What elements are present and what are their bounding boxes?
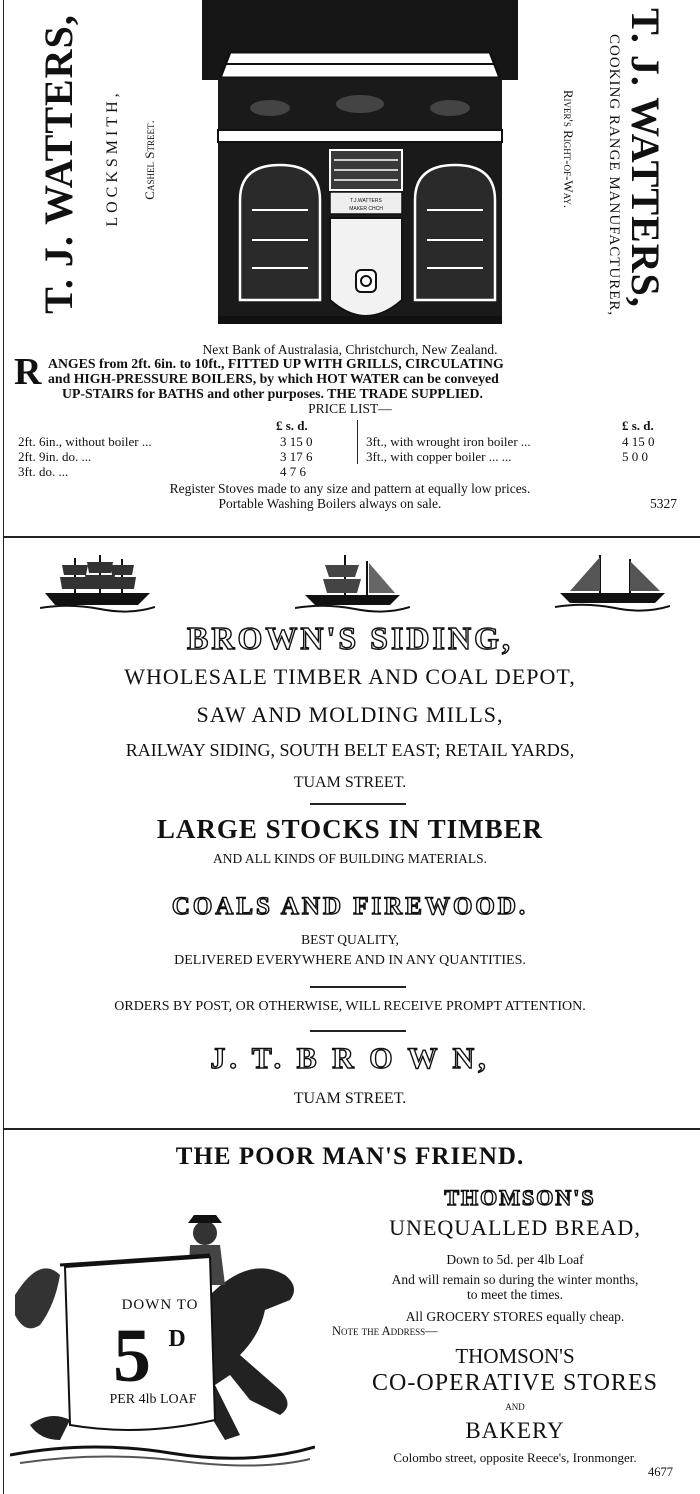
thomson-and: AND [505,1402,525,1412]
watters-currency-right: £ s. d. [622,418,654,433]
watters-right-name: T. J. WATTERS, [623,8,668,308]
browns-short-rule-1 [310,803,406,805]
browns-short-rule-3 [310,1030,406,1032]
price-right-value-2: 5 0 0 [622,449,648,464]
price-left-value-1: 3 15 0 [280,434,313,449]
browns-line-4: TUAM STREET. [293,774,407,791]
thomson-address: Colombo street, opposite Reece's, Ironmonger. [393,1450,637,1465]
price-left-item-3: 3ft. do. ... [18,464,69,479]
sailing-ship-icon-2 [295,553,410,613]
thomson-ad-number: 4677 [648,1465,673,1479]
price-left-item-1: 2ft. 6in., without boiler ... [18,434,152,449]
watters-ad-number: 5327 [650,496,677,511]
browns-line-3: RAILWAY SIDING, SOUTH BELT EAST; RETAIL YARDS, [125,740,575,760]
divider-2 [4,1128,700,1130]
watters-right-trade: COOKING RANGE MANUFACTURER, [606,34,622,317]
browns-line-1: WHOLESALE TIMBER AND COAL DEPOT, [124,664,576,689]
watters-portable-line: Portable Washing Boilers always on sale. [218,496,442,511]
watters-left-name: T. J. WATTERS, [36,14,81,314]
thomson-grocery: All GROCERY STORES equally cheap. [405,1309,625,1324]
watters-left-street: Cashel Street. [142,120,157,200]
thomson-note: Note the Address— [332,1324,438,1338]
watters-dropcap: R [14,351,42,393]
price-right-value-1: 4 15 0 [622,434,655,449]
thomson-remain-1: And will remain so during the winter months, [391,1272,639,1287]
browns-coals: COALS AND FIREWOOD. [171,893,529,920]
thomson-bakery: BAKERY [465,1418,565,1443]
browns-siding-title: BROWN'S SIDING, [187,620,513,656]
browns-quality: BEST QUALITY, [301,932,399,947]
price-right-item-2: 3ft., with copper boiler ... ... [366,449,512,464]
banner-top: DOWN TO [121,1297,199,1313]
cooking-range-illustration [200,0,520,335]
thomson-name: THOMSON'S [444,1185,596,1210]
thomson-down-to: Down to 5d. per 4lb Loaf [446,1252,584,1267]
browns-materials: AND ALL KINDS OF BUILDING MATERIALS. [213,851,487,866]
thomson-stores-name: THOMSON'S [455,1344,575,1368]
price-left-item-2: 2ft. 9in. do. ... [18,449,92,464]
thomson-stores: CO-OPERATIVE STORES [372,1370,658,1396]
watters-body-line-3: UP-STAIRS for BATHS and other purposes. THE TRADE SUPPLIED. [62,386,483,401]
banner-price: 5 [113,1314,151,1398]
banner-unit: D [168,1326,186,1352]
thomson-headline: THE POOR MAN'S FRIEND. [175,1143,525,1170]
divider-1 [4,536,700,538]
watters-price-heading: PRICE LIST— [308,401,392,416]
price-left-value-2: 3 17 6 [280,449,313,464]
browns-stocks: LARGE STOCKS IN TIMBER [156,814,544,844]
thomson-bread: UNEQUALLED BREAD, [389,1215,641,1240]
banner-bottom: PER 4lb LOAF [109,1392,197,1407]
watters-right-place: River's Right-of-Way. [561,89,576,209]
browns-street: TUAM STREET. [293,1090,407,1107]
watters-left-trade: LOCKSMITH, [104,89,121,227]
sailing-ship-icon-3 [555,553,670,613]
sailing-ship-icon [40,553,155,613]
browns-line-2: SAW AND MOLDING MILLS, [196,702,504,727]
browns-short-rule-2 [310,986,406,988]
watters-register-line: Register Stoves made to any size and pattern at equally low prices. [169,481,531,496]
svg-text:T.J.WATTERS: T.J.WATTERS [350,198,382,204]
price-column-rule [357,420,358,464]
watters-body-line-1: ANGES from 2ft. 6in. to 10ft., FITTED UP WITH GRILLS, CIRCULATING [48,356,504,371]
svg-text:MAKER CHCH: MAKER CHCH [349,206,383,212]
watters-body-line-2: and HIGH-PRESSURE BOILERS, by which HOT WATER can be conveyed [48,371,499,386]
watters-address: Next Bank of Australasia, Christchurch, New Zealand. [202,342,498,357]
thomson-remain-2: to meet the times. [467,1287,563,1302]
price-left-value-3: 4 7 6 [280,464,306,479]
watters-currency-left: £ s. d. [276,418,308,433]
browns-delivered: DELIVERED EVERYWHERE AND IN ANY QUANTITIES. [174,953,526,968]
browns-orders: ORDERS BY POST, OR OTHERWISE, WILL RECEIVE PROMPT ATTENTION. [114,999,586,1014]
price-right-item-1: 3ft., with wrought iron boiler ... [366,434,531,449]
browns-proprietor: J. T. B R O W N, [210,1042,490,1075]
